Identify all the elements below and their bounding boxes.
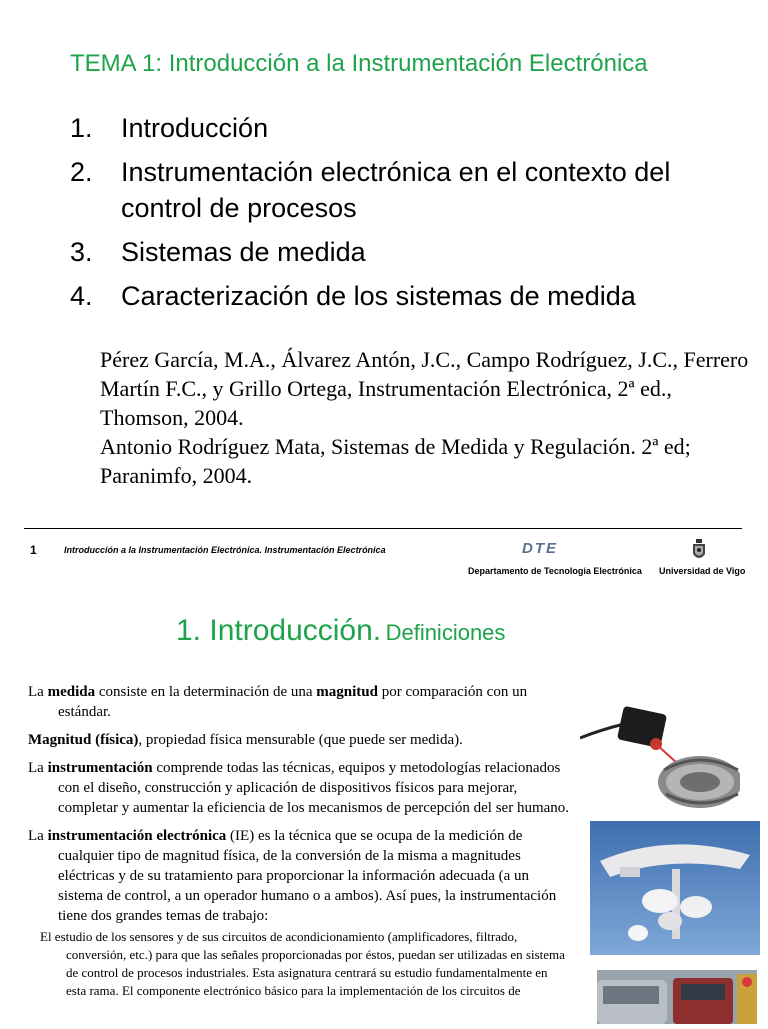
section-title-sub: Definiciones bbox=[385, 620, 506, 645]
toc-item: 1. Introducción bbox=[70, 113, 269, 143]
table-of-contents bbox=[70, 110, 721, 322]
reference-1: Pérez García, M.A., Álvarez Antón, J.C., Campo Rodríguez, J.C., Ferrero Martín F.C., y Grillo Ortega, Instrumentación Electrónica, 2ª ed., Thomson, 2004. bbox=[100, 347, 749, 430]
reference-2: Antonio Rodríguez Mata, Sistemas de Medida y Regulación. 2ª ed; Paranimfo, 2004. bbox=[100, 434, 691, 488]
toc-item: 3. Sistemas de medida bbox=[70, 237, 366, 267]
dte-logo: DTE bbox=[522, 540, 558, 557]
definition-instrumentacion: La instrumentación comprende todas las técnicas, equipos y metodologías relacionados con el diseño, construcción y aplicación de dispositivos físicos para mejorar, completar y aumentar la eficiencia de los mecanismos de percepción del ser humano. bbox=[28, 760, 570, 816]
sub-item-sensores: El estudio de los sensores y de sus circuitos de acondicionamiento (amplificadores, filtrado, conversión, etc.) para que las señales proporcionadas por éstos, puedan ser utilizadas en sistema de control de procesos industriales. Esta asignatura centrará su estudio fundamentalmente en esta rama. El componente electrónico básico para la implementación de los circuitos de bbox=[40, 929, 565, 998]
university-crest-icon bbox=[692, 539, 706, 568]
page-number: 1 bbox=[30, 543, 37, 557]
weather-anemometer-photo bbox=[590, 821, 760, 955]
tema-title: TEMA 1: Introducción a la Instrumentación Electrónica bbox=[70, 50, 648, 77]
definitions-body bbox=[28, 682, 570, 1000]
definition-medida: La medida consiste en la determinación de una magnitud por comparación con un estándar. bbox=[28, 684, 528, 720]
footer-divider bbox=[24, 528, 742, 529]
footer-course-text: Introducción a la Instrumentación Electrónica. Instrumentación Electrónica bbox=[64, 545, 386, 555]
vehicles-photo bbox=[597, 970, 757, 1024]
university-name: Universidad de Vigo bbox=[659, 566, 746, 576]
sensor-photo bbox=[580, 700, 740, 808]
department-name: Departamento de Tecnología Electrónica bbox=[468, 566, 642, 576]
section-title bbox=[176, 614, 505, 648]
definition-instrumentacion-electronica: La instrumentación electrónica (IE) es la técnica que se ocupa de la medición de cualquier tipo de magnitud física, de la conversión de la misma a magnitudes eléctricas y de su tratamiento para proporcionar la información adecuada (a un sistema de control, a un operador humano o a ambos). Así pues, la instrumentación tiene dos grandes temas de trabajo: bbox=[28, 828, 557, 924]
toc-item: 2. Instrumentación electrónica en el contexto del control de procesos bbox=[70, 157, 671, 223]
toc-item: 4. Caracterización de los sistemas de medida bbox=[70, 281, 636, 311]
definition-magnitud: Magnitud (física), propiedad física mensurable (que puede ser medida). bbox=[28, 732, 463, 748]
references bbox=[100, 345, 750, 490]
section-title-main: 1. Introducción. bbox=[176, 614, 382, 647]
